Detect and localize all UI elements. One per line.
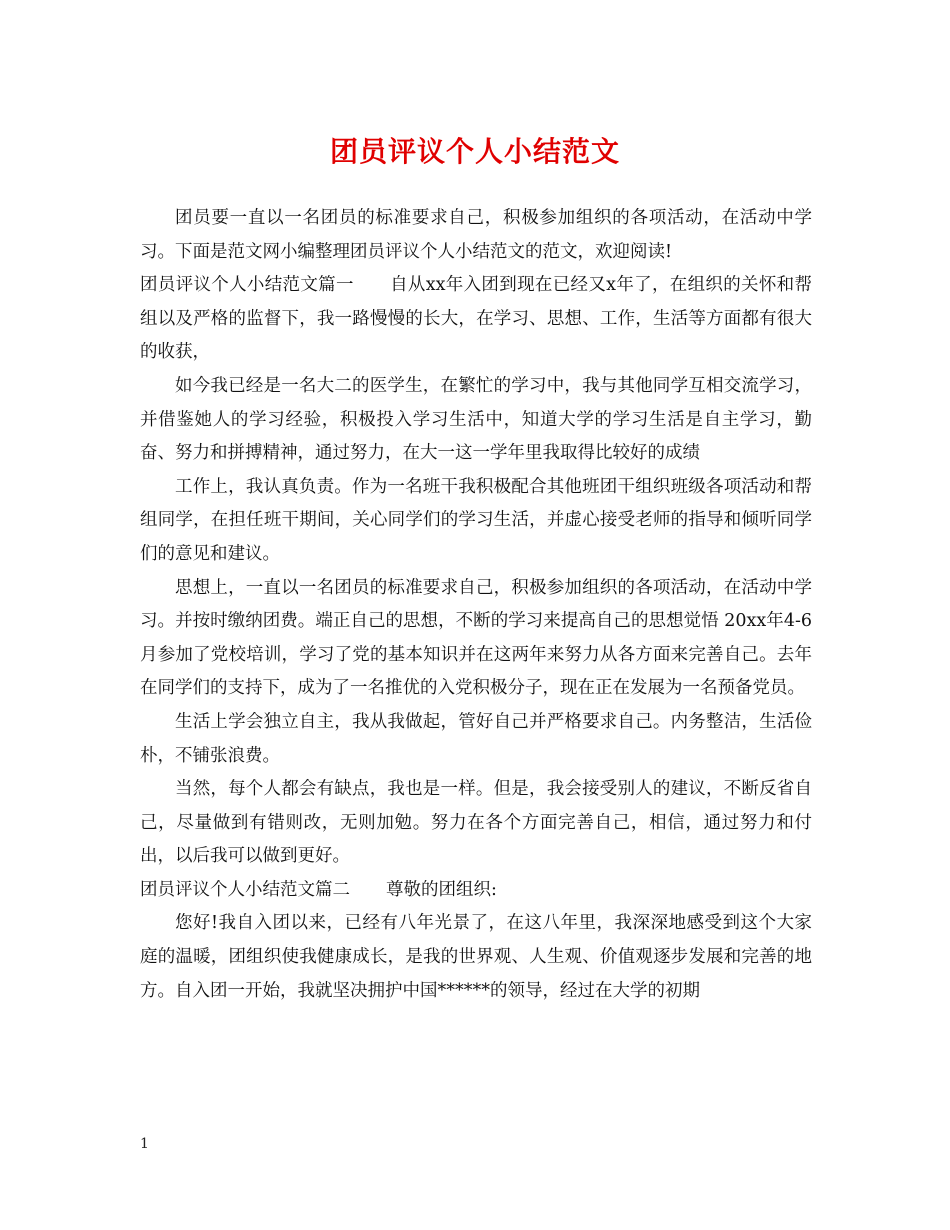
page-number: 1 [140,1136,149,1152]
paragraph-intro: 团员要一直以一名团员的标准要求自己，积极参加组织的各项活动，在活动中学习。下面是范文网小编整理团员评议个人小结范文的范文，欢迎阅读! [140,208,812,262]
section-heading-two: 团员评议个人小结范文篇二 [140,879,350,900]
page-title: 团员评议个人小结范文 [329,135,620,168]
paragraph-section-one [140,269,812,370]
section-one-text: 自从xx年入团到现在已经又x年了，在组织的关怀和帮组以及严格的监督下，我一路慢慢的长大，在学习、思想、工作，生活等方面都有很大的收获， [140,275,812,363]
paragraph-shortcomings: 当然，每个人都会有缺点，我也是一样。但是，我会接受别人的建议，不断反省自己，尽量做到有错则改，无则加勉。努力在各个方面完善自己，相信，通过努力和付出，以后我可以做到更好。 [140,779,812,867]
section-two-salutation: 尊敬的团组织: [386,879,497,900]
paragraph-study: 如今我已经是一名大二的医学生，在繁忙的学习中，我与其他同学互相交流学习，并借鉴她人的学习经验，积极投入学习生活中，知道大学的学习生活是自主学习，勤奋、努力和拼搏精神，通过努力，在大一这一学年里我取得比较好的成绩 [140,375,812,464]
paragraph-thought: 思想上，一直以一名团员的标准要求自己，积极参加组织的各项活动，在活动中学习。并按时缴纳团费。端正自己的思想，不断的学习来提高自己的思想觉悟 20xx年4-6月参加了党校培训，学习了党的基本知识并在这两年来努力从各方面来完善自己。去年在同学们的支持下，成为了一名推优的入党积极分子，现在正在发展为一名预备党员。 [140,577,812,699]
paragraph-life: 生活上学会独立自主，我从我做起，管好自己并严格要求自己。内务整洁，生活俭朴，不铺张浪费。 [140,711,812,766]
document-body [140,202,812,1008]
paragraph-work: 工作上，我认真负责。作为一名班干我积极配合其他班团干组织班级各项活动和帮组同学，在担任班干期间，关心同学们的学习生活，并虚心接受老师的指导和倾听同学们的意见和建议。 [140,476,812,564]
paragraph-section-two [140,874,812,908]
section-heading-one: 团员评议个人小结范文篇一 [140,275,354,296]
paragraph-greeting: 您好!我自入团以来，已经有八年光景了，在这八年里，我深深地感受到这个大家庭的温暖，团组织使我健康成长，是我的世界观、人生观、价值观逐步发展和完善的地方。自入团一开始，我就坚决拥护中国******的领导，经过在大学的初期 [140,913,812,1001]
